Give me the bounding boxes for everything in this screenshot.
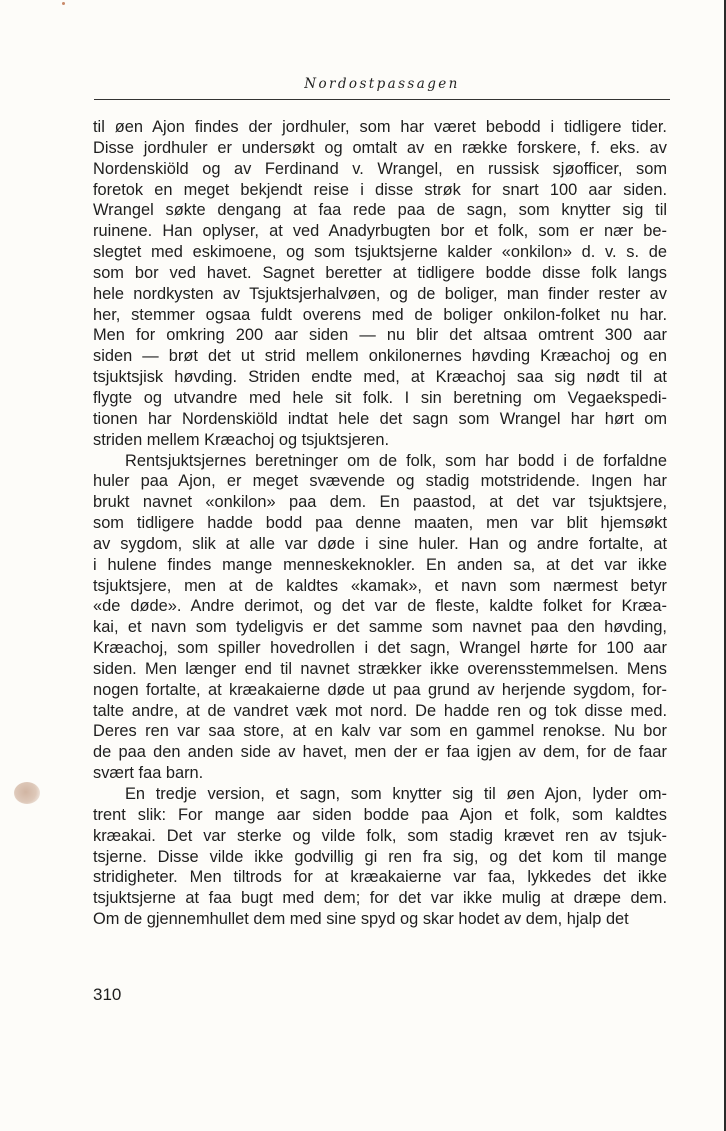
text-line: Men for omkring 200 aar siden — nu blir det altsaa omtrent 300 aar	[93, 326, 667, 345]
text-line: de paa den anden side av havet, men der er faa igjen av dem, for de faar	[93, 743, 667, 762]
text-line: huler paa Ajon, er meget svævende og stadig motstridende. Ingen har	[93, 472, 667, 491]
text-line: som bor ved havet. Sagnet beretter at tidligere bodde disse folk langs	[93, 263, 667, 282]
text-line: «de døde». Andre derimot, og det var de fleste, kaldte folket for Kræa-	[93, 597, 667, 616]
header-rule	[94, 99, 670, 100]
text-line: hele nordkysten av Tsjuktsjerhalvøen, og de boliger, man finder rester av	[93, 284, 667, 303]
text-line: tionen har Nordenskiöld indtat hele det sagn som Wrangel har hørt om	[93, 409, 667, 428]
body-text	[93, 117, 667, 930]
text-line: brukt navnet «onkilon» paa dem. En paastod, at det var tsjuktsjere,	[93, 493, 667, 512]
text-line: Wrangel søkte dengang at faa rede paa de sagn, som knytter sig til	[93, 201, 667, 220]
text-line: Kræachoj, som spiller hovedrollen i det sagn, Wrangel hørte for 100 aar	[93, 639, 667, 658]
text-line: tsjuktsjisk høvding. Striden endte med, at Kræachoj saa sig nødt til at	[93, 368, 667, 387]
text-line: talte andre, at de vandret væk mot nord. De hadde ren og tok disse med.	[93, 701, 667, 720]
text-line: tsjuktsjere, men at de kaldtes «kamak», et navn som nærmest betyr	[93, 576, 667, 595]
text-line: stridigheter. Men tiltrods for at kræakaierne var faa, lykkedes det ikke	[93, 868, 667, 887]
text-line: her, stemmer ogsaa fuldt overens med de boliger onkilon-folket nu har.	[93, 305, 667, 324]
running-head: Nordostpassagen	[304, 76, 460, 92]
text-line: Disse jordhuler er undersøkt og omtalt av en række forskere, f. eks. av	[93, 138, 667, 157]
text-line: siden — brøt det ut strid mellem onkilonernes høvding Kræachoj og en	[93, 347, 667, 366]
paragraph	[93, 451, 667, 785]
text-line: kræakai. Det var sterke og vilde folk, som stadig krævet ren av tsjuk-	[93, 826, 667, 845]
page-number: 310	[93, 985, 122, 1004]
text-line: Om de gjennemhullet dem med sine spyd og skar hodet av dem, hjalp det	[93, 910, 629, 929]
text-line: flygte og utvandre med hele sit folk. I sin beretning om Vegaekspedi-	[93, 388, 667, 407]
text-line: kai, et navn som tydeligvis er det samme som navnet paa den høvding,	[93, 618, 667, 637]
paper-stain	[14, 782, 40, 804]
text-line: tsjuktsjerne at faa bugt med dem; for det var ikke mulig at dræpe dem.	[93, 889, 667, 908]
text-line: slegtet med eskimoene, og som tsjuktsjerne kalder «onkilon» d. v. s. de	[93, 243, 667, 262]
paragraph	[93, 117, 667, 451]
text-line: ruinene. Han oplyser, at ved Anadyrbugten bor et folk, som er nær be-	[93, 222, 667, 241]
text-line: striden mellem Kræachoj og tsjuktsjeren.	[93, 430, 390, 449]
text-line: siden. Men længer end til navnet strækker ikke overensstemmelsen. Mens	[93, 659, 667, 678]
text-line: En tredje version, et sagn, som knytter sig til øen Ajon, lyder om-	[125, 785, 667, 803]
text-line: svært faa barn.	[93, 764, 204, 783]
text-line: i hulene findes mange menneskeknokler. En anden sa, at det var ikke	[93, 555, 667, 574]
text-line: trent slik: For mange aar siden bodde paa Ajon et folk, som kaldtes	[93, 805, 667, 824]
text-line: foretok en meget bekjendt reise i disse strøk for snart 100 aar siden.	[93, 180, 667, 199]
text-line: tsjerne. Disse vilde ikke godvillig gi ren fra sig, og det kom til mange	[93, 847, 667, 866]
text-line: som tidligere hadde bodd paa denne maaten, men var blit hjemsøkt	[93, 514, 667, 533]
paragraph	[93, 784, 667, 930]
text-line: til øen Ajon findes der jordhuler, som har været bebodd i tidligere tider.	[93, 118, 667, 136]
paper-speck	[62, 2, 65, 5]
text-line: Rentsjuktsjernes beretninger om de folk, som har bodd i de forfaldne	[125, 451, 667, 470]
text-line: Deres ren var saa store, at en kalv var som en gammel renokse. Nu bor	[93, 722, 667, 741]
text-line: Nordenskiöld og av Ferdinand v. Wrangel, en russisk sjøofficer, som	[93, 159, 667, 178]
text-line: nogen fortalte, at kræakaierne døde ut paa grund av herjende sygdom, for-	[93, 680, 667, 699]
text-line: av sygdom, slik at alle var døde i sine huler. Han og andre fortalte, at	[93, 534, 667, 553]
